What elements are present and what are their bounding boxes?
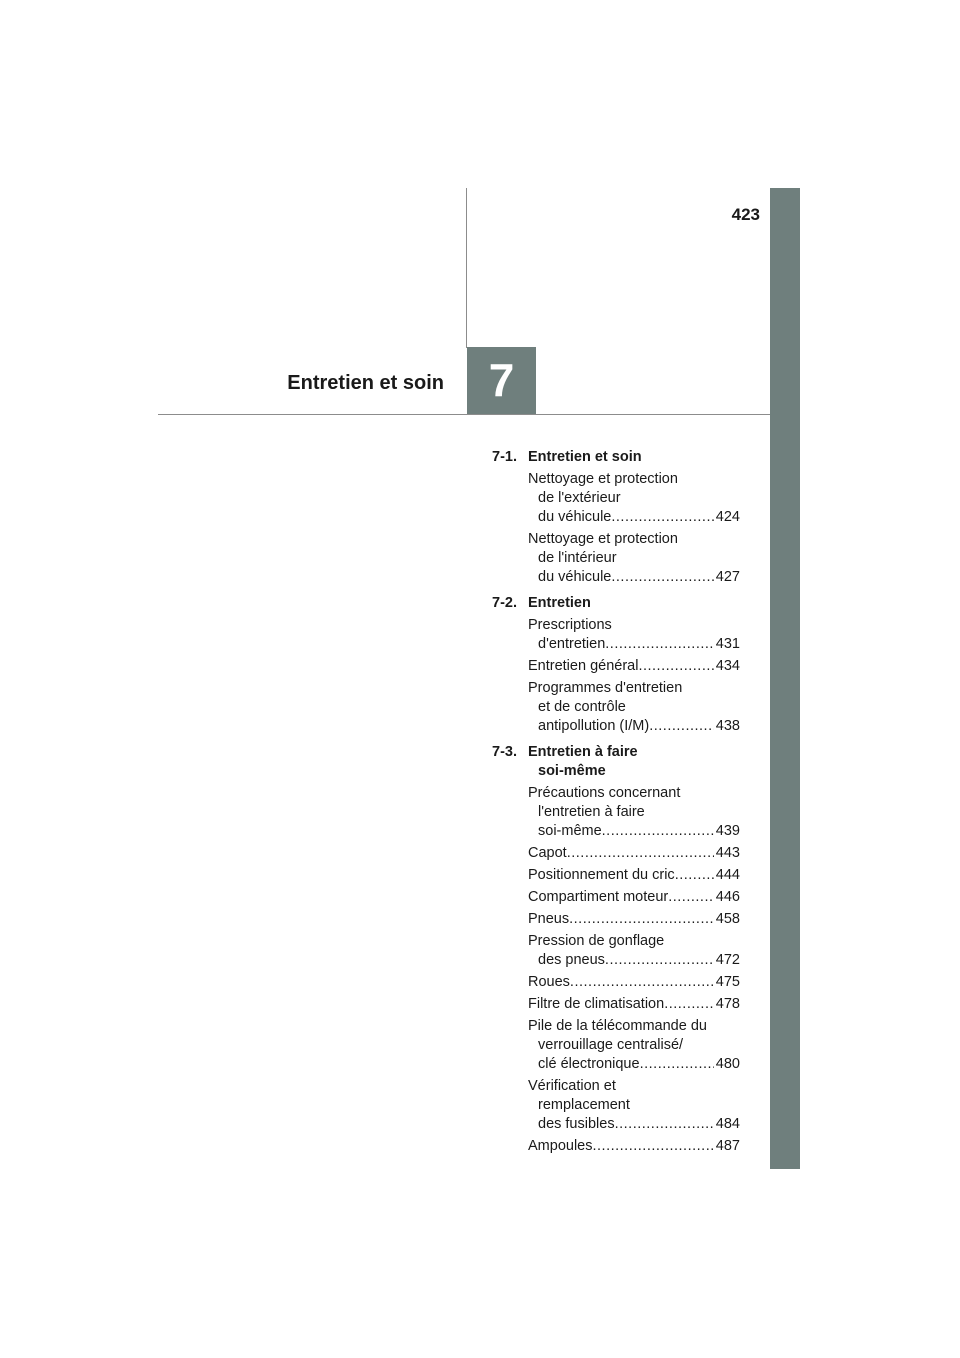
entry-text-line: Pile de la télécommande du [528,1018,707,1034]
entry-text-line: Pression de gonflage [528,933,665,949]
toc-section [492,594,740,736]
entry-text-line: soi-même [538,823,602,839]
entry-page-number: 439 [715,823,740,839]
entry-page-number: 458 [715,911,740,927]
entry-page-number: 444 [715,867,740,883]
dot-leader [605,635,714,654]
toc-entry[interactable] [528,866,740,885]
entry-text-line: du véhicule [538,509,612,525]
entry-last-line [528,1137,740,1156]
dot-leader [605,951,714,970]
section-heading [492,743,740,781]
entry-last-line [528,888,740,907]
entry-last-line [528,508,740,527]
dot-leader [664,995,714,1014]
toc-entry[interactable] [528,995,740,1014]
section-title [528,448,740,467]
toc-entry[interactable] [528,657,740,676]
entry-text-line: antipollution (I/M) [538,718,650,734]
section-number: 7-1. [492,449,517,465]
entry-last-line [528,951,740,970]
entry-page-number: 443 [715,845,740,861]
entry-last-line [528,717,740,736]
entry-page-number: 484 [715,1116,740,1132]
entry-page-number: 487 [715,1138,740,1154]
entry-text-line: Nettoyage et protection [528,471,678,487]
chapter-title: Entretien et soin [287,372,444,394]
entry-text-line: Programmes d'entretien [528,680,683,696]
toc-entry[interactable] [528,910,740,929]
toc-entry[interactable] [528,1077,740,1134]
toc-entry[interactable] [528,679,740,736]
section-number: 7-3. [492,744,517,760]
toc-entry[interactable] [528,530,740,587]
entry-page-number: 478 [715,996,740,1012]
entry-text-line: l'entretien à faire [538,804,645,820]
chapter-tab-bar [770,188,800,1169]
page-number: 423 [731,205,760,224]
entry-text-line: des fusibles [538,1116,615,1132]
entry-page-number: 480 [715,1056,740,1072]
toc-entry[interactable] [528,470,740,527]
entry-last-line [528,910,740,929]
dot-leader [569,910,714,929]
toc-entry[interactable] [528,784,740,841]
table-of-contents [492,448,740,1163]
entry-page-number: 472 [715,952,740,968]
section-title-line: Entretien [528,595,591,611]
section-title-line: Entretien et soin [528,449,642,465]
entry-text-line: Nettoyage et protection [528,531,678,547]
entry-page-number: 438 [715,718,740,734]
vertical-rule [466,188,467,348]
entry-text-line: d'entretien [538,636,606,652]
entry-last-line [528,844,740,863]
entry-text-line: verrouillage centralisé/ [538,1037,684,1053]
dot-leader [638,657,713,676]
dot-leader [570,973,714,992]
dot-leader [611,568,713,587]
section-title [528,743,740,781]
toc-entry[interactable] [528,616,740,654]
entry-text-line: Précautions concernant [528,785,681,801]
entry-last-line [528,1055,740,1074]
dot-leader [611,508,713,527]
entry-text-line: Positionnement du cric [528,867,675,883]
entry-last-line [528,866,740,885]
toc-entry[interactable] [528,932,740,970]
entry-text-line: de l'intérieur [538,550,617,566]
section-number: 7-2. [492,595,517,611]
entry-text-line: Entretien général [528,658,639,674]
dot-leader [649,717,714,736]
entry-text-line: de l'extérieur [538,490,621,506]
entry-last-line [528,995,740,1014]
dot-leader [615,1115,714,1134]
toc-entry[interactable] [528,1017,740,1074]
chapter-number-box [467,347,536,414]
section-title-line: Entretien à faire [528,744,638,760]
entry-last-line [528,1115,740,1134]
entry-last-line [528,635,740,654]
entry-page-number: 427 [715,569,740,585]
toc-section [492,448,740,587]
entry-page-number: 475 [715,974,740,990]
entry-last-line [528,657,740,676]
section-title [528,594,740,613]
section-title-line: soi-même [538,763,606,779]
dot-leader [640,1055,714,1074]
section-heading [492,448,740,467]
toc-entry[interactable] [528,844,740,863]
entry-text-line: Ampoules [528,1138,593,1154]
dot-leader [668,888,714,907]
entry-text-line: Capot [528,845,567,861]
entry-text-line: Pneus [528,911,570,927]
entry-text-line: des pneus [538,952,605,968]
entry-page-number: 434 [715,658,740,674]
toc-entry[interactable] [528,973,740,992]
section-heading [492,594,740,613]
entry-page-number: 431 [715,636,740,652]
entry-last-line [528,822,740,841]
entry-text-line: Filtre de climatisation [528,996,665,1012]
dot-leader [675,866,714,885]
dot-leader [567,844,714,863]
entry-text-line: Roues [528,974,570,990]
chapter-number: 7 [488,354,515,406]
entry-text-line: Prescriptions [528,617,612,633]
entry-text-line: Vérification et [528,1078,616,1094]
entry-page-number: 424 [715,509,740,525]
toc-section [492,743,740,1156]
dot-leader [602,822,714,841]
entry-text-line: et de contrôle [538,699,626,715]
entry-text-line: du véhicule [538,569,612,585]
entry-text-line: remplacement [538,1097,630,1113]
entry-text-line: Compartiment moteur [528,889,669,905]
header-rule [158,414,770,415]
entry-last-line [528,568,740,587]
toc-entry[interactable] [528,1137,740,1156]
entry-page-number: 446 [715,889,740,905]
dot-leader [592,1137,713,1156]
toc-entry[interactable] [528,888,740,907]
entry-text-line: clé électronique [538,1056,640,1072]
entry-last-line [528,973,740,992]
